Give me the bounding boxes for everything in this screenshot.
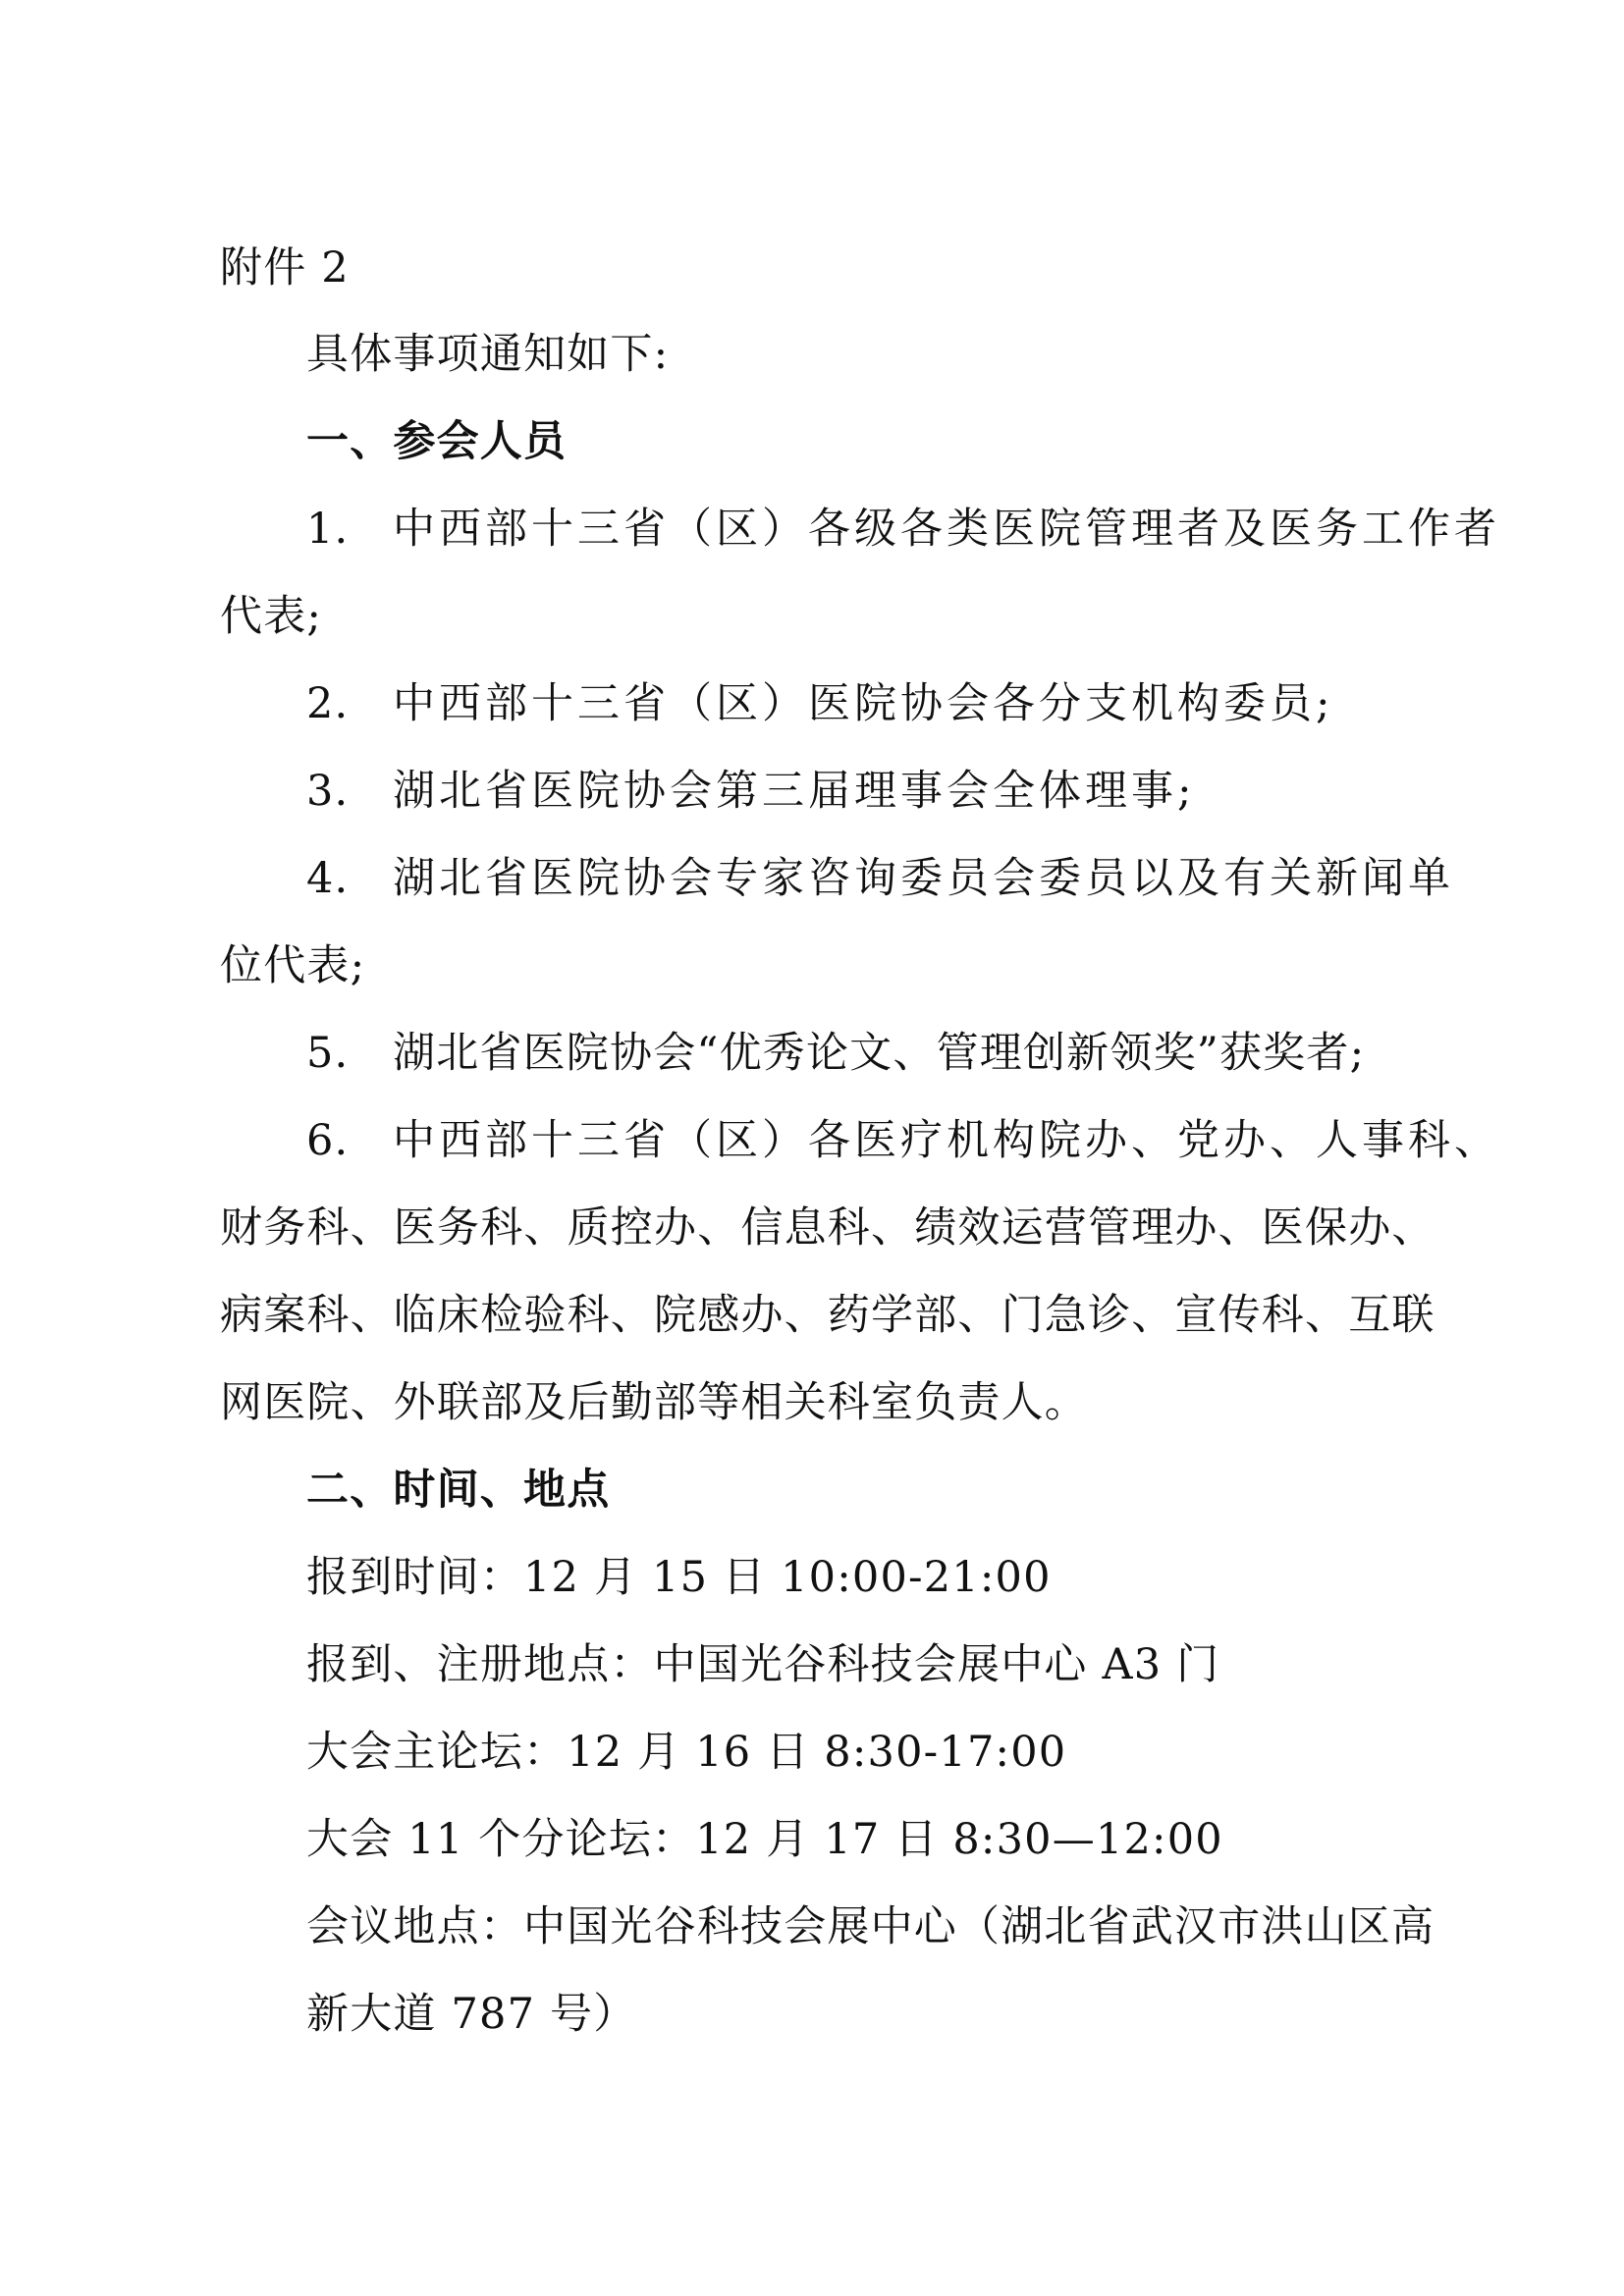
section2-heading: 二、时间、地点 [306,1466,611,1515]
list-item-number: 4. [306,854,350,903]
list-item-number: 3. [306,767,350,816]
list-item-number: 2. [306,679,350,728]
list-item-text: 湖北省医院协会第三届理事会全体理事; [393,767,1196,816]
list-item-1 [0,485,1624,573]
main-forum-time: 大会主论坛：12 月 16 日 8:30-17:00 [306,1728,1067,1777]
venue-address: 会议地点：中国光谷科技会展中心（湖北省武汉市洪山区高 [306,1902,1435,1951]
list-item-6-continuation: 网医院、外联部及后勤部等相关科室负责人。 [220,1378,1088,1427]
intro-text: 具体事项通知如下: [306,330,670,379]
list-item-4 [0,834,1624,923]
attachment-label: 附件 2 [220,243,350,293]
list-item-number: 6. [306,1116,350,1165]
list-item-1-continuation: 代表; [220,592,323,641]
sub-forum-time: 大会 11 个分论坛：12 月 17 日 8:30—12:00 [306,1815,1223,1864]
list-item-text: 中西部十三省（区）各医疗机构院办、党办、人事科、 [393,1116,1500,1165]
registration-time: 报到时间：12 月 15 日 10:00-21:00 [306,1553,1052,1602]
venue-address-continuation: 新大道 787 号） [306,1990,637,2039]
section1-heading: 一、参会人员 [306,417,568,466]
list-item-5 [0,1009,1624,1097]
list-item-text: 湖北省医院协会“优秀论文、管理创新领奖”获奖者; [393,1029,1366,1078]
list-item-6-continuation: 财务科、医务科、质控办、信息科、绩效运营管理办、医保办、 [220,1203,1435,1253]
list-item-text: 中西部十三省（区）各级各类医院管理者及医务工作者 [393,505,1500,554]
list-item-4-continuation: 位代表; [220,941,366,990]
registration-location: 报到、注册地点：中国光谷科技会展中心 A3 门 [306,1640,1220,1689]
list-item-number: 1. [306,505,350,554]
list-item-text: 湖北省医院协会专家咨询委员会委员以及有关新闻单 [393,854,1454,903]
list-item-number: 5. [306,1029,350,1078]
list-item-text: 中西部十三省（区）医院协会各分支机构委员; [393,679,1334,728]
list-item-3 [0,747,1624,835]
list-item-6 [0,1096,1624,1185]
list-item-2 [0,660,1624,748]
list-item-6-continuation: 病案科、临床检验科、院感办、药学部、门急诊、宣传科、互联 [220,1291,1435,1340]
